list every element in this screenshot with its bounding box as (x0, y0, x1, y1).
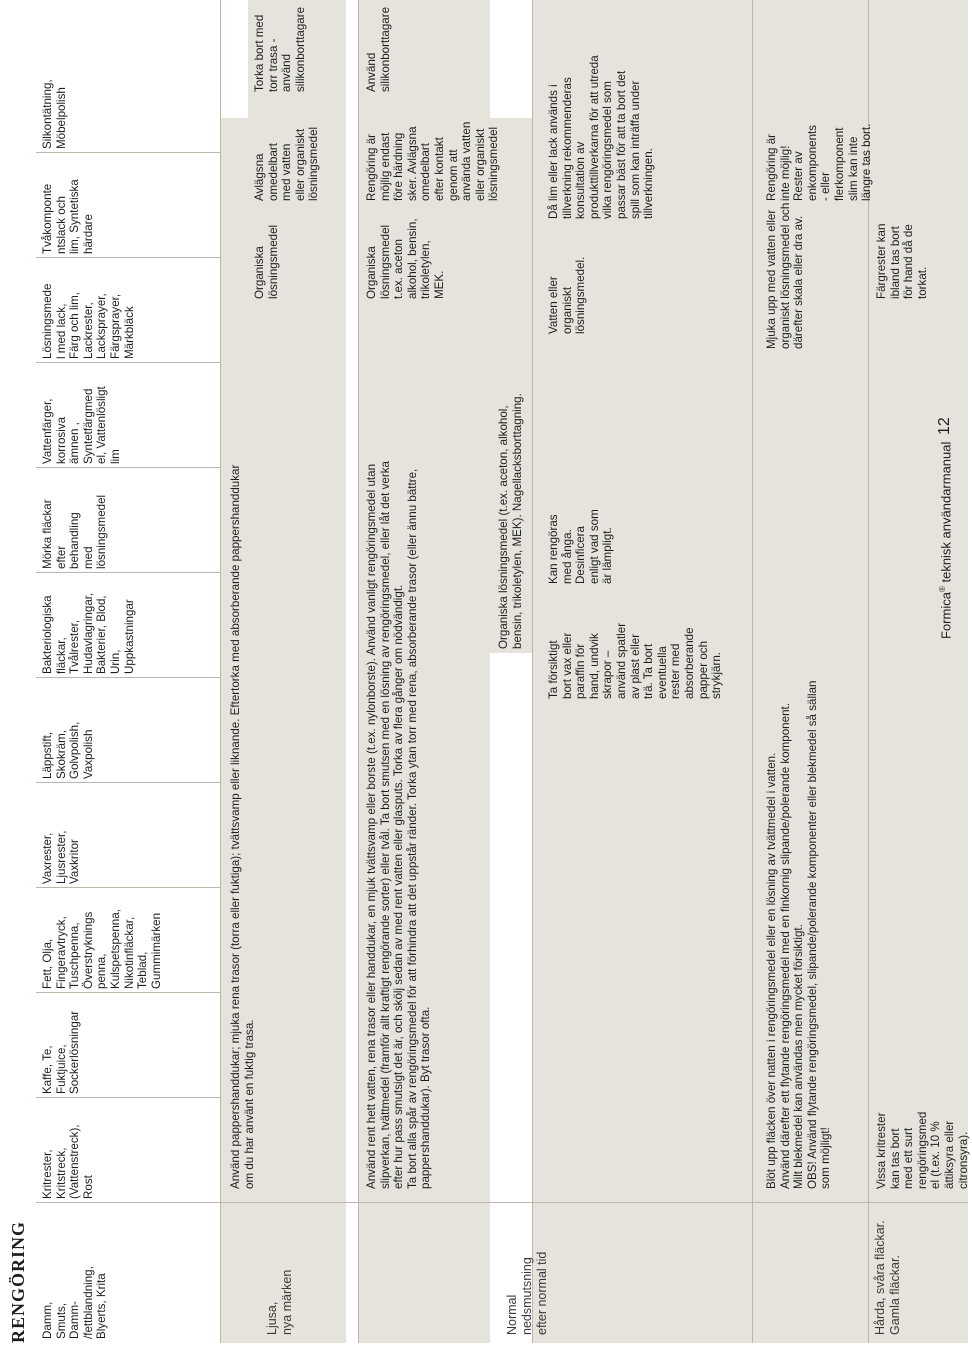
column-header-11 (38, 153, 218, 258)
text-line: Ta bort alla spår av rengöringsmedel för att förhindra att det uppstår ränder. Torka ytan torr med rena, absorberande trasor (eller ännu bättre, (405, 468, 419, 1189)
header-line: Vaxkritor (68, 839, 82, 884)
column-header-7 (38, 573, 218, 678)
header-line: Färg och lim, (68, 291, 82, 359)
r3-c7 (544, 488, 634, 588)
text-line: Desinficera (574, 526, 588, 584)
text-line: skrapor – (601, 650, 615, 699)
r2b-c4to5 (494, 123, 534, 653)
header-line: Lösningsmede (41, 283, 54, 359)
header-line: Silkontätning, (41, 79, 54, 149)
text-line: Då lim eller lack används i (547, 84, 560, 219)
text-line: papper och (696, 640, 710, 699)
header-line: Tvålrester, (68, 619, 82, 674)
text-line: nya märken (280, 1269, 294, 1335)
column-header-1 (38, 1203, 218, 1343)
text-line: omedelbart (266, 142, 280, 201)
text-line: Använd rent hett vatten, rena trasor eller handdukar, en mjuk tvättsvamp eller borste (t.ex. nylonborste). Använd vanligt rengöringsmedel utan (365, 463, 378, 1189)
header-line: ämnen , (68, 422, 82, 464)
page-title: RENGÖRING (8, 1220, 28, 1343)
text-line: pappershanddukar). Byt trasor ofta. (419, 1006, 433, 1189)
column-header-3 (38, 993, 218, 1098)
header-line: penna, (95, 953, 109, 989)
header-line: Märkbläck (122, 306, 136, 359)
text-line: Organiska (253, 246, 266, 299)
header-line: Kritrester, (41, 1149, 54, 1199)
text-line: lösningsmedel. (574, 256, 588, 334)
r1-c11 (250, 103, 330, 205)
header-line: Överstryknings (81, 911, 95, 989)
text-line: Färgrester kan (875, 223, 888, 299)
text-line: lösningsmedel (487, 126, 501, 201)
row-label-light (262, 1209, 322, 1339)
text-line: organiskt lösningsmedel och (778, 202, 792, 349)
text-line: Organiska lösningsmedel (t.ex. aceton, alkohol, (497, 405, 510, 649)
r2-main (362, 293, 442, 1193)
text-line: Organiska (365, 246, 378, 299)
text-line: t.ex. aceton (392, 239, 406, 299)
r4-main (762, 553, 852, 1193)
text-line: före härdning (392, 132, 406, 201)
text-line: hand, undvik (587, 633, 601, 699)
text-line: ättiksyra eller (942, 1120, 956, 1189)
text-line: paraffin för (574, 643, 588, 699)
text-line: slipverkan, tvättmedel (framför allt kraftigt rengörande sorter) eller tvål. Ta bort smutsen med en lösning av rengöringsmedel, eller låt det verka (378, 461, 392, 1189)
text-line: Vatten eller (547, 276, 560, 334)
text-line: OBS! Använd flytande rengöringsmedel, slipande/polerande komponenter eller blekmedel så sällan (805, 680, 819, 1189)
column-header-12 (38, 48, 218, 153)
header-line: Blyerts, Krita (95, 1273, 109, 1339)
r1-main (226, 193, 266, 1193)
header-line: Tvåkomponte (41, 183, 54, 254)
header-line: Bakteriologiska (41, 595, 54, 674)
text-line: därefter skala eller dra av. (792, 215, 806, 349)
header-line: lim, Syntetiska (68, 179, 82, 254)
text-line: enligt vad som (587, 509, 601, 584)
header-line: Fingeravtryck, (54, 916, 68, 989)
text-line: som möjligt! (819, 1127, 833, 1189)
cleaning-table (36, 0, 970, 1343)
header-line: Vattenfärger, (41, 398, 54, 464)
text-line: passar bäst för att ta bort det (614, 70, 628, 219)
text-line: använd (280, 53, 294, 92)
text-line: spill som kan inträffa under (628, 80, 642, 219)
header-line: behandling (68, 512, 82, 569)
text-line: konsultation av (574, 141, 588, 219)
column-header-10 (38, 258, 218, 363)
header-line: Skokräm, (54, 730, 68, 779)
column-header-2 (38, 1098, 218, 1203)
header-line: Lacksprayer, (95, 293, 109, 359)
text-line: efter normal tid (535, 1251, 549, 1335)
text-line: MEK. (432, 270, 446, 299)
column-header-5 (38, 783, 218, 888)
text-line: med ett surt (902, 1127, 916, 1189)
header-line: Damm- (68, 1301, 82, 1339)
text-line: möjlig endast (378, 132, 392, 201)
r3-c9 (544, 238, 604, 338)
text-line: enkomponents (805, 124, 819, 201)
text-line: citronsyra). (956, 1131, 970, 1189)
header-line: Hudavlagringar, (81, 592, 95, 674)
header-line: Golvpolish, (68, 721, 82, 779)
header-line: Ljusrester, (54, 830, 68, 884)
header-line: Möbelpolish (54, 87, 68, 149)
header-line: korrosiva (54, 416, 68, 464)
header-line: Kaffe, Te, (41, 1045, 54, 1094)
page-number: 12 (936, 417, 953, 435)
text-line: använd spatler (614, 622, 628, 699)
text-line: flerkomponent (832, 127, 846, 201)
text-line: Torka bort med (253, 14, 266, 92)
text-line: silikonborttagare (378, 6, 392, 92)
r5-c10 (872, 203, 942, 303)
text-line: av plast eller (628, 633, 642, 699)
header-line: med (81, 546, 95, 569)
text-line: Använd därefter ett flytande rengöringsmedel med en finkornig slipande/polerande komponent. (778, 703, 792, 1189)
text-line: Rengöring är (365, 133, 378, 201)
text-line: Vissa kritrester (875, 1112, 888, 1189)
text-line: eller organiskt (473, 128, 487, 201)
text-line: eller organiskt (293, 128, 307, 201)
text-line: Milt blekmedel kan användas men mycket försiktigt. (792, 924, 806, 1189)
header-line: Nikotinfläckar, (122, 916, 136, 989)
text-line: organiskt (560, 286, 574, 334)
text-line: trä. Ta bort (642, 643, 656, 699)
text-line: lösningsmedel (266, 224, 280, 299)
text-line: längre tas bort. (860, 123, 874, 201)
text-line: torr trasa - (266, 38, 280, 92)
header-line: Kritstreck, (54, 1147, 68, 1199)
header-line: Lackrester, (81, 302, 95, 359)
text-line: eventuella (655, 646, 669, 699)
text-line: för hand då de (902, 224, 916, 299)
text-line: Normal (505, 1294, 519, 1335)
header-line: Teblad, (136, 951, 150, 989)
column-header-4 (38, 888, 218, 993)
text-line: rengöringsmed (915, 1111, 929, 1189)
header-line: Fuktjuice, (54, 1044, 68, 1094)
header-line: Vaxrester, (41, 832, 54, 884)
text-line: - eller (819, 172, 833, 201)
r2-c11 (362, 105, 502, 205)
footer-brand: Formica® teknisk användarmanual (938, 441, 954, 639)
text-line: trikoletylen, (419, 240, 433, 299)
text-line: Gamla fläckar. (888, 1255, 902, 1335)
text-line: tillverkning rekommenderas (560, 77, 574, 219)
text-line: silikonborttagare (293, 6, 307, 92)
header-line: Läppstift, (41, 731, 54, 779)
header-line: lim (108, 449, 122, 464)
r2-c10 (362, 203, 458, 303)
column-header-6 (38, 678, 218, 783)
text-line: omedelbart (419, 142, 433, 201)
header-line: fläckar, (54, 637, 68, 674)
text-line: inte möjlig! (778, 145, 792, 201)
r2-c12 (362, 0, 402, 96)
header-line: Sockerlösningar (68, 1010, 82, 1094)
column-header-9 (38, 363, 218, 468)
header-line: Damm, (41, 1301, 54, 1339)
text-line: sker. Avlägsna (405, 126, 419, 201)
text-line: lösningsmedel (378, 224, 392, 299)
r4-c11 (762, 95, 882, 205)
r3-c5 (544, 593, 744, 703)
header-line: härdare (81, 214, 95, 254)
r1-c12 (250, 0, 330, 96)
header-line: Uppkastningar (122, 599, 136, 674)
text-line: vilka rengöringsmedel som (601, 81, 615, 219)
column-header-8 (38, 468, 218, 573)
header-line: Gummimärken (149, 912, 163, 989)
r5-c1 (872, 1093, 972, 1193)
text-line: Mjuka upp med vatten eller (765, 209, 778, 349)
text-line: genom att (446, 149, 460, 201)
text-line: absorberande (682, 627, 696, 699)
header-line: lösningsmedel (95, 494, 109, 569)
header-line: Rost (81, 1175, 95, 1199)
header-line: Bakterier, Blod, (95, 595, 109, 674)
text-line: är lämpligt. (601, 527, 615, 584)
row-label-normal (502, 1209, 562, 1339)
text-line: Använd (365, 52, 378, 92)
r1-c10 (250, 213, 310, 303)
text-line: nedsmutsning (520, 1257, 534, 1335)
header-line: ntslack och (54, 196, 68, 254)
header-line: Urin, (108, 649, 122, 674)
text-line: använda vatten (460, 121, 474, 201)
header-line: el, Vattenlösligt (95, 386, 109, 464)
text-line: rester med (669, 643, 683, 699)
header-line: /fettblandning, (81, 1266, 95, 1339)
header-line: Mörka fläckar (41, 499, 54, 569)
text-line: om du har använt en fuktig trasa. (242, 1019, 256, 1189)
text-line: efter kontakt (432, 137, 446, 201)
r3-c10to11 (544, 3, 674, 223)
text-line: Använd pappershanddukar; mjuka rena trasor (torra eller fuktiga); tvättsvamp eller liknande. Eftertorka med absorberande pappershanddukar (229, 464, 242, 1189)
text-line: strykjärn. (710, 651, 724, 699)
text-line: bort vax eller (560, 632, 574, 699)
text-line: med ånga. (560, 529, 574, 584)
text-line: slim kan inte (846, 136, 860, 201)
text-line: kan tas bort (888, 1128, 902, 1189)
header-line: Kulspetspenna, (108, 909, 122, 989)
header-line: Fett, Olja, (41, 938, 54, 989)
text-line: efter hur pass smutsigt det är, och skölj sedan av med rent vatten eller glasputs. Torka av flera gånger om nödvändigt. (392, 584, 406, 1189)
header-line: efter (54, 545, 68, 569)
header-line: (Vattenstreck), (68, 1124, 82, 1199)
header-line: Syntetfärgmed (81, 388, 95, 464)
text-line: Hårda, svåra fläckar. (873, 1220, 887, 1335)
text-line: med vatten (280, 143, 294, 201)
text-line: ibland tas bort (888, 226, 902, 299)
header-line: Vaxpolish (81, 729, 95, 779)
header-line: l med lack, (54, 303, 68, 359)
header-line: Färgsprayer, (108, 293, 122, 359)
text-line: Rester av (792, 151, 806, 201)
text-line: Rengöring är (765, 133, 778, 201)
text-line: Blöt upp fläcken över natten i rengöringsmedel eller en lösning av tvättmedel i vatten. (765, 752, 778, 1189)
text-line: alkohol, bensin, (405, 218, 419, 299)
text-line: bensin, trikoletylen, MEK). Nagellacksborttagning. (510, 393, 524, 649)
text-line: Ta försiktigt (547, 640, 560, 699)
text-line: produkttillverkarna för att utreda (587, 55, 601, 219)
text-line: torkat. (915, 266, 929, 299)
text-line: el (t.ex. 10 % (929, 1121, 943, 1189)
text-line: Avlägsna (253, 153, 266, 201)
text-line: Ljusa, (265, 1301, 279, 1335)
text-line: tillverkningen. (642, 148, 656, 219)
row-label-hard (870, 1205, 930, 1339)
header-line: Tuschpenna, (68, 922, 82, 989)
header-line: Smuts, (54, 1302, 68, 1339)
text-line: lösningsmedel (307, 126, 321, 201)
text-line: Kan rengöras (547, 514, 560, 584)
